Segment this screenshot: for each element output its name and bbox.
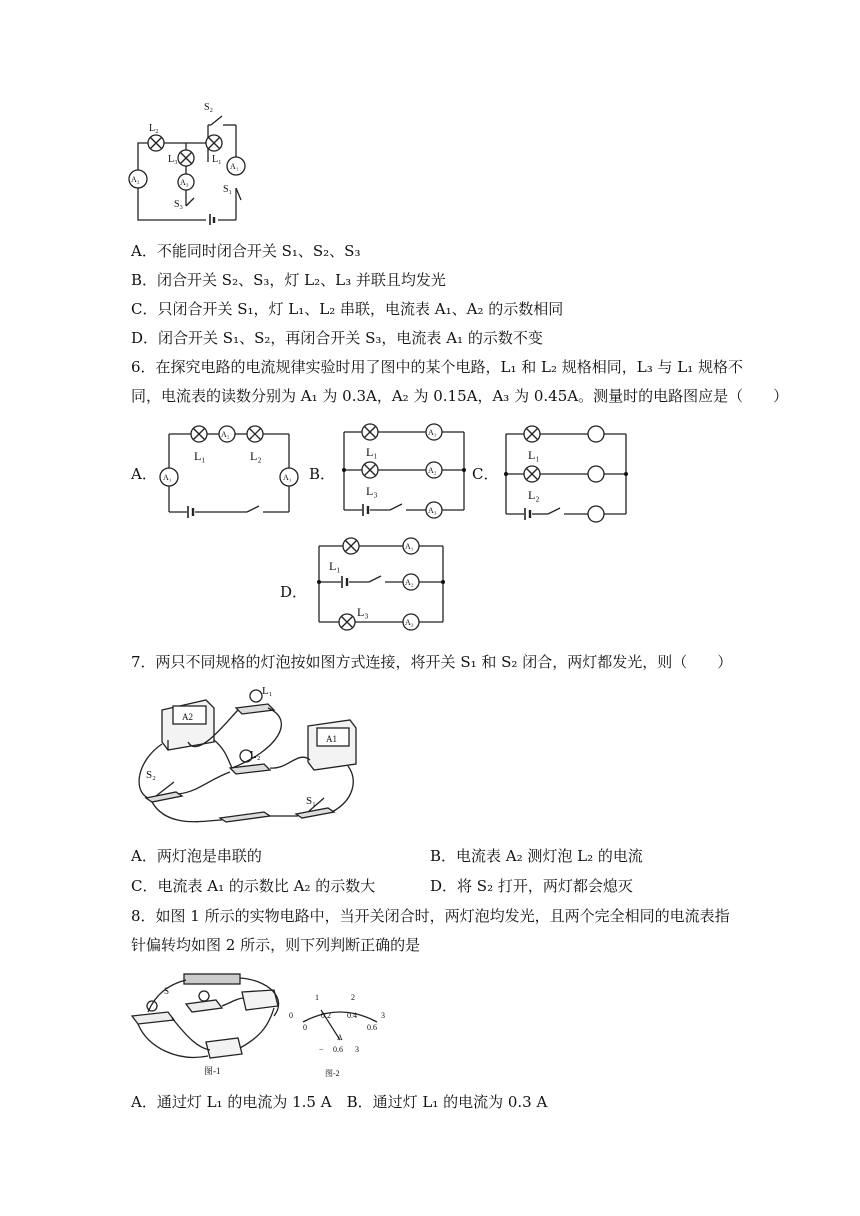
q8-stem-line-1: 8．如图 1 所示的实物电路中，当开关闭合时，两灯泡均发光，且两个完全相同的电流表指 <box>131 907 730 925</box>
q8-figure-2-caption: 图-2 <box>325 1069 340 1078</box>
q5-label-a2: A₂ <box>131 175 140 184</box>
svg-text:S: S <box>164 986 170 996</box>
q6b-label-a3: A₃ <box>428 506 437 515</box>
q5-option-d: D．闭合开关 S₁、S₂，再闭合开关 S₃，电流表 A₁ 的示数不变 <box>131 329 543 347</box>
q7-label-s1: S₁ <box>306 795 316 807</box>
q7-option-c: C．电流表 A₁ 的示数比 A₂ 的示数大 <box>131 877 376 895</box>
q6a-label-a2: A₂ <box>221 430 230 439</box>
q5-label-l1: L₁ <box>212 154 222 165</box>
q6d-label-a2: A₂ <box>405 578 414 587</box>
q7-option-d: D．将 S₂ 打开，两灯都会熄灭 <box>430 877 633 895</box>
q8-meter-tick-0: 0 <box>289 1011 293 1020</box>
q6-circuit-d <box>305 532 455 637</box>
q8-meter-terminal-neg: − <box>319 1045 324 1054</box>
q8-meter-tick-small-0: 0 <box>303 1023 307 1032</box>
q6b-label-a2: A₂ <box>428 466 437 475</box>
q5-option-c: C．只闭合开关 S₁，灯 L₁、L₂ 串联，电流表 A₁、A₂ 的示数相同 <box>131 300 564 318</box>
q7-physical-circuit <box>128 680 363 835</box>
q6c-label-l2: L₂ <box>528 488 540 502</box>
q7-label-s2: S₂ <box>146 769 156 781</box>
q6a-label-a1-right: A₁ <box>283 473 292 482</box>
q7-option-b: B．电流表 A₂ 测灯泡 L₂ 的电流 <box>430 847 643 865</box>
q8-options-ab: A．通过灯 L₁ 的电流为 1.5 A B．通过灯 L₁ 的电流为 0.3 A <box>131 1093 548 1111</box>
q5-label-a3: A₃ <box>180 178 189 187</box>
q5-label-l3: L₃ <box>168 154 178 165</box>
q6-circuit-b <box>330 420 470 525</box>
q8-meter-terminal-3: 3 <box>355 1045 359 1054</box>
q6-option-a-letter: A． <box>131 465 157 483</box>
q6d-label-a3: A₃ <box>405 618 414 627</box>
q6-option-c-letter: C． <box>472 465 499 483</box>
q6-option-b-letter: B． <box>309 465 336 483</box>
q5-option-b: B．闭合开关 S₂、S₃，灯 L₂、L₃ 并联且均发光 <box>131 271 446 289</box>
q6a-label-l1: L₁ <box>194 449 206 463</box>
q8-meter-unit: A <box>337 1033 343 1042</box>
q8-stem-line-2: 针偏转均如图 2 所示，则下列判断正确的是 <box>131 936 421 954</box>
q7-label-a1: A1 <box>326 734 337 744</box>
q7-stem: 7．两只不同规格的灯泡按如图方式连接，将开关 S₁ 和 S₂ 闭合，两灯都发光，则（ ） <box>131 653 733 671</box>
q6a-label-a1: A₁ <box>163 473 172 482</box>
q6d-label-l1: L₁ <box>329 559 341 573</box>
q6d-label-a1: A₁ <box>405 542 414 551</box>
q8-meter-tick-small-04: 0.4 <box>347 1011 357 1020</box>
q7-label-l2: L₂ <box>250 749 261 761</box>
q6b-label-l1: L₁ <box>366 445 378 459</box>
q6b-label-a1: A₁ <box>428 428 437 437</box>
q8-meter-tick-2: 2 <box>351 993 355 1002</box>
q6-circuit-a <box>155 420 305 520</box>
q5-label-l2: L₂ <box>149 123 159 134</box>
q8-figure-2-meter <box>285 988 395 1080</box>
q5-option-a: A．不能同时闭合开关 S₁、S₂、S₃ <box>131 242 361 260</box>
q6d-label-l3: L₃ <box>357 605 369 619</box>
q5-label-s2: S₂ <box>204 102 214 113</box>
q6-circuit-c <box>492 420 632 525</box>
q8-meter-terminal-06: 0.6 <box>333 1045 343 1054</box>
q6b-label-l3: L₃ <box>366 484 378 498</box>
q8-figure-1 <box>128 968 288 1078</box>
q8-meter-tick-small-02: 0.2 <box>321 1011 331 1020</box>
q5-label-s3: S₃ <box>174 199 184 210</box>
q8-meter-tick-1: 1 <box>315 993 319 1002</box>
q5-label-s1: S₁ <box>223 184 233 195</box>
q7-label-a2: A2 <box>182 712 193 722</box>
q6a-label-l2: L₂ <box>250 449 262 463</box>
q8-figure-1-caption: 图-1 <box>204 1066 221 1076</box>
q6-option-d-letter: D． <box>280 583 308 601</box>
q8-meter-tick-3: 3 <box>381 1011 385 1020</box>
q7-label-l1: L₁ <box>262 685 273 697</box>
q5-label-a1: A₁ <box>230 162 239 171</box>
q5-circuit-diagram <box>126 100 256 225</box>
q6c-label-l1: L₁ <box>528 448 540 462</box>
q6-stem-line-1: 6．在探究电路的电流规律实验时用了图中的某个电路，L₁ 和 L₂ 规格相同，L₃ 与 L₁ 规格不 <box>131 358 744 376</box>
q6-stem-line-2: 同，电流表的读数分别为 A₁ 为 0.3A，A₂ 为 0.15A，A₃ 为 0.45A。测量时的电路图应是（ ） <box>131 387 789 405</box>
q7-option-a: A．两灯泡是串联的 <box>131 847 262 865</box>
q8-meter-tick-small-06: 0.6 <box>367 1023 377 1032</box>
